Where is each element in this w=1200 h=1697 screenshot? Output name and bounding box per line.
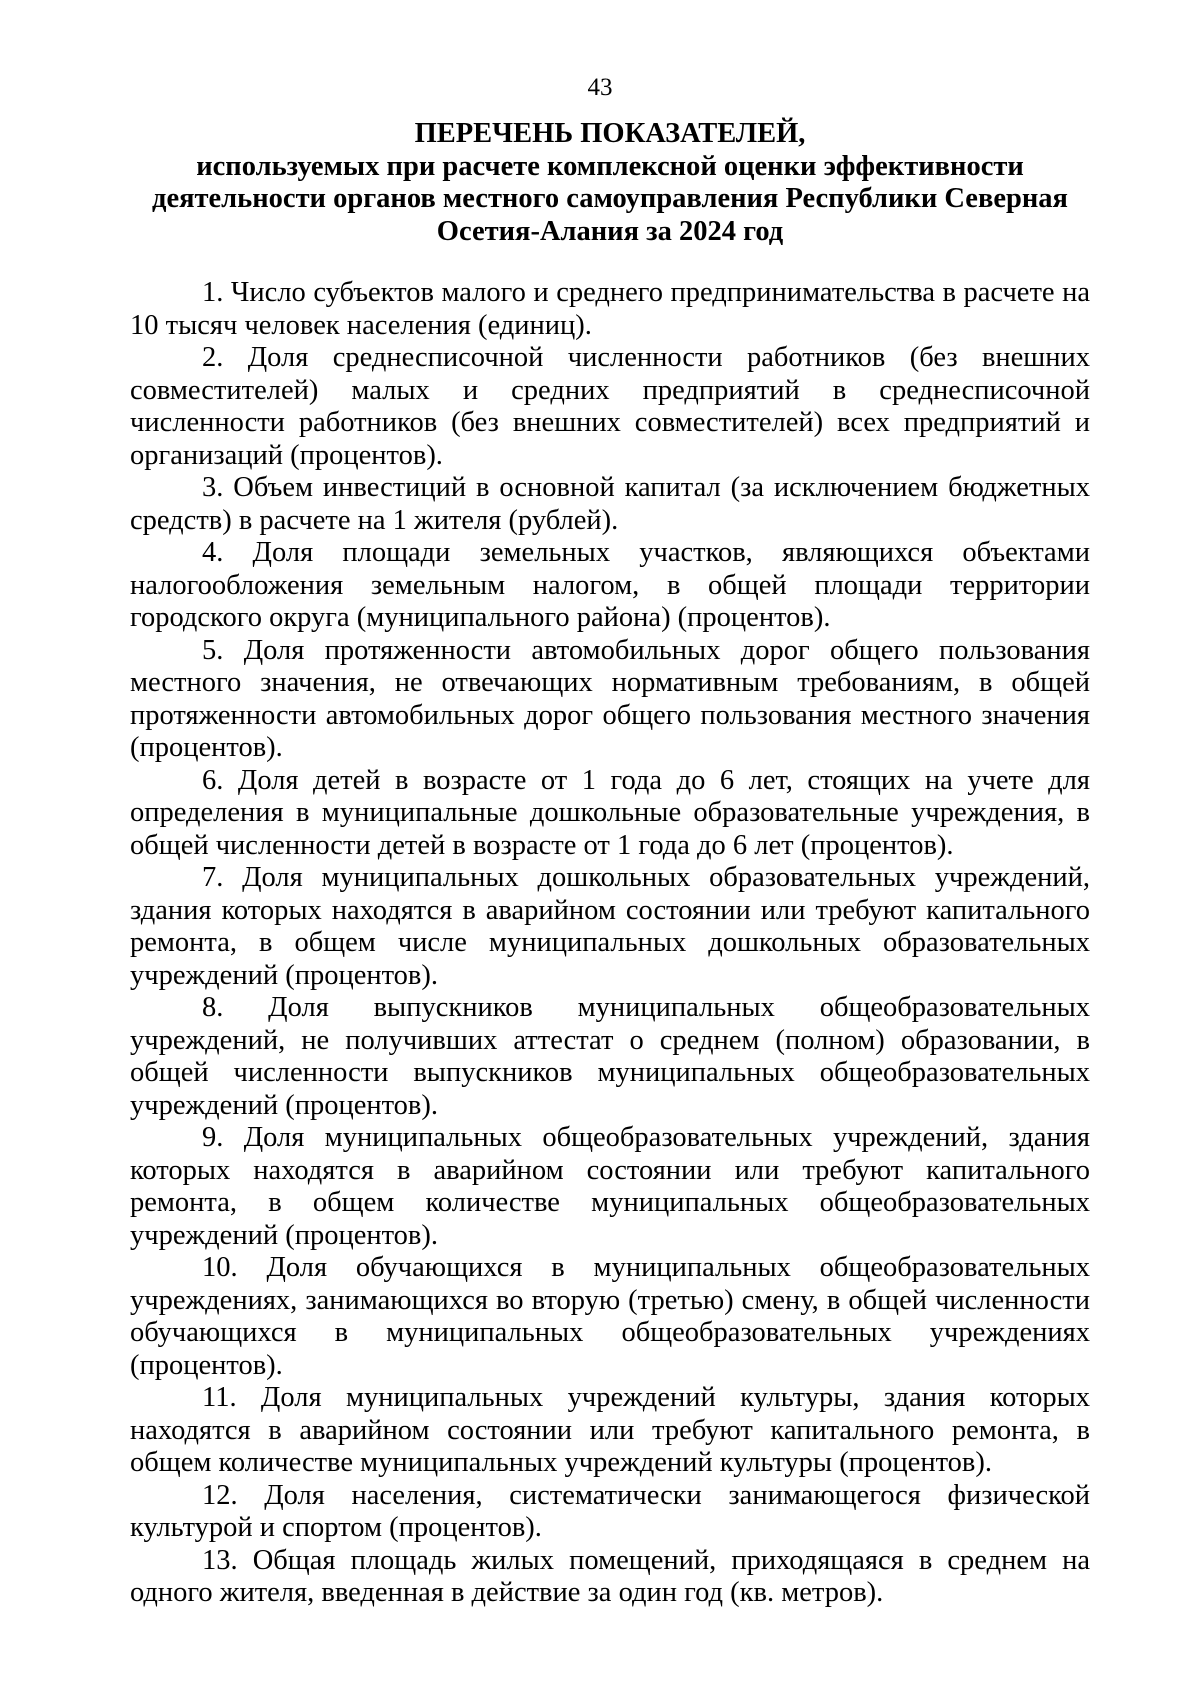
title-line-3: деятельности органов местного самоуправления Республики Северная [152, 183, 1068, 214]
indicator-item-12: 12. Доля населения, систематически занимающегося физической культурой и спортом (процентов). [130, 1479, 1090, 1543]
title-line-4: Осетия-Алания за 2024 год [436, 215, 784, 247]
indicator-item-5: 5. Доля протяженности автомобильных дорог общего пользования местного значения, не отвечающих нормативным требованиям, в общей протяженности автомобильных дорог общего пользования местного значения (процентов). [130, 634, 1090, 763]
page-number: 43 [587, 74, 613, 101]
document-title [130, 118, 1090, 248]
indicator-item-8: 8. Доля выпускников муниципальных общеобразовательных учреждений, не получивших аттестат о среднем (полном) образовании, в общей численности выпускников муниципальных общеобразовательных учреждений (процентов). [130, 992, 1090, 1121]
title-line-1: ПЕРЕЧЕНЬ ПОКАЗАТЕЛЕЙ, [414, 118, 806, 149]
indicator-item-13: 13. Общая площадь жилых помещений, приходящаяся в среднем на одного жителя, введенная в действие за один год (кв. метров). [130, 1544, 1090, 1608]
title-line-2: используемых при расчете комплексной оценки эффективности [196, 150, 1024, 182]
indicator-item-6: 6. Доля детей в возрасте от 1 года до 6 лет, стоящих на учете для определения в муниципальные дошкольные образовательные учреждения, в общей численности детей в возрасте от 1 года до 6 лет (процентов). [130, 764, 1090, 861]
indicator-item-9: 9. Доля муниципальных общеобразовательных учреждений, здания которых находятся в аварийном состоянии или требуют капитального ремонта, в общем количестве муниципальных общеобразовательных учреждений (процентов). [130, 1122, 1090, 1251]
indicator-item-7: 7. Доля муниципальных дошкольных образовательных учреждений, здания которых находятся в аварийном состоянии или требуют капитального ремонта, в общем числе муниципальных дошкольных образовательных учреждений (процентов). [130, 862, 1090, 991]
indicator-item-2: 2. Доля среднесписочной численности работников (без внешних совместителей) малых и средних предприятий в среднесписочной численности работников (без внешних совместителей) всех предприятий и организаций (процентов). [130, 342, 1090, 471]
indicator-list [130, 277, 1090, 1610]
indicator-item-10: 10. Доля обучающихся в муниципальных общеобразовательных учреждениях, занимающихся во вторую (третью) смену, в общей численности обучающихся в муниципальных общеобразовательных учреждениях (процентов). [130, 1252, 1090, 1381]
indicator-item-11: 11. Доля муниципальных учреждений культуры, здания которых находятся в аварийном состоянии или требуют капитального ремонта, в общем количестве муниципальных учреждений культуры (процентов). [130, 1382, 1090, 1478]
indicator-item-3: 3. Объем инвестиций в основной капитал (за исключением бюджетных средств) в расчете на 1 жителя (рублей). [130, 472, 1090, 536]
indicator-item-4: 4. Доля площади земельных участков, являющихся объектами налогообложения земельным налогом, в общей площади территории городского округа (муниципального района) (процентов). [130, 537, 1090, 633]
indicator-item-1: 1. Число субъектов малого и среднего предпринимательства в расчете на 10 тысяч человек населения (единиц). [130, 277, 1090, 341]
